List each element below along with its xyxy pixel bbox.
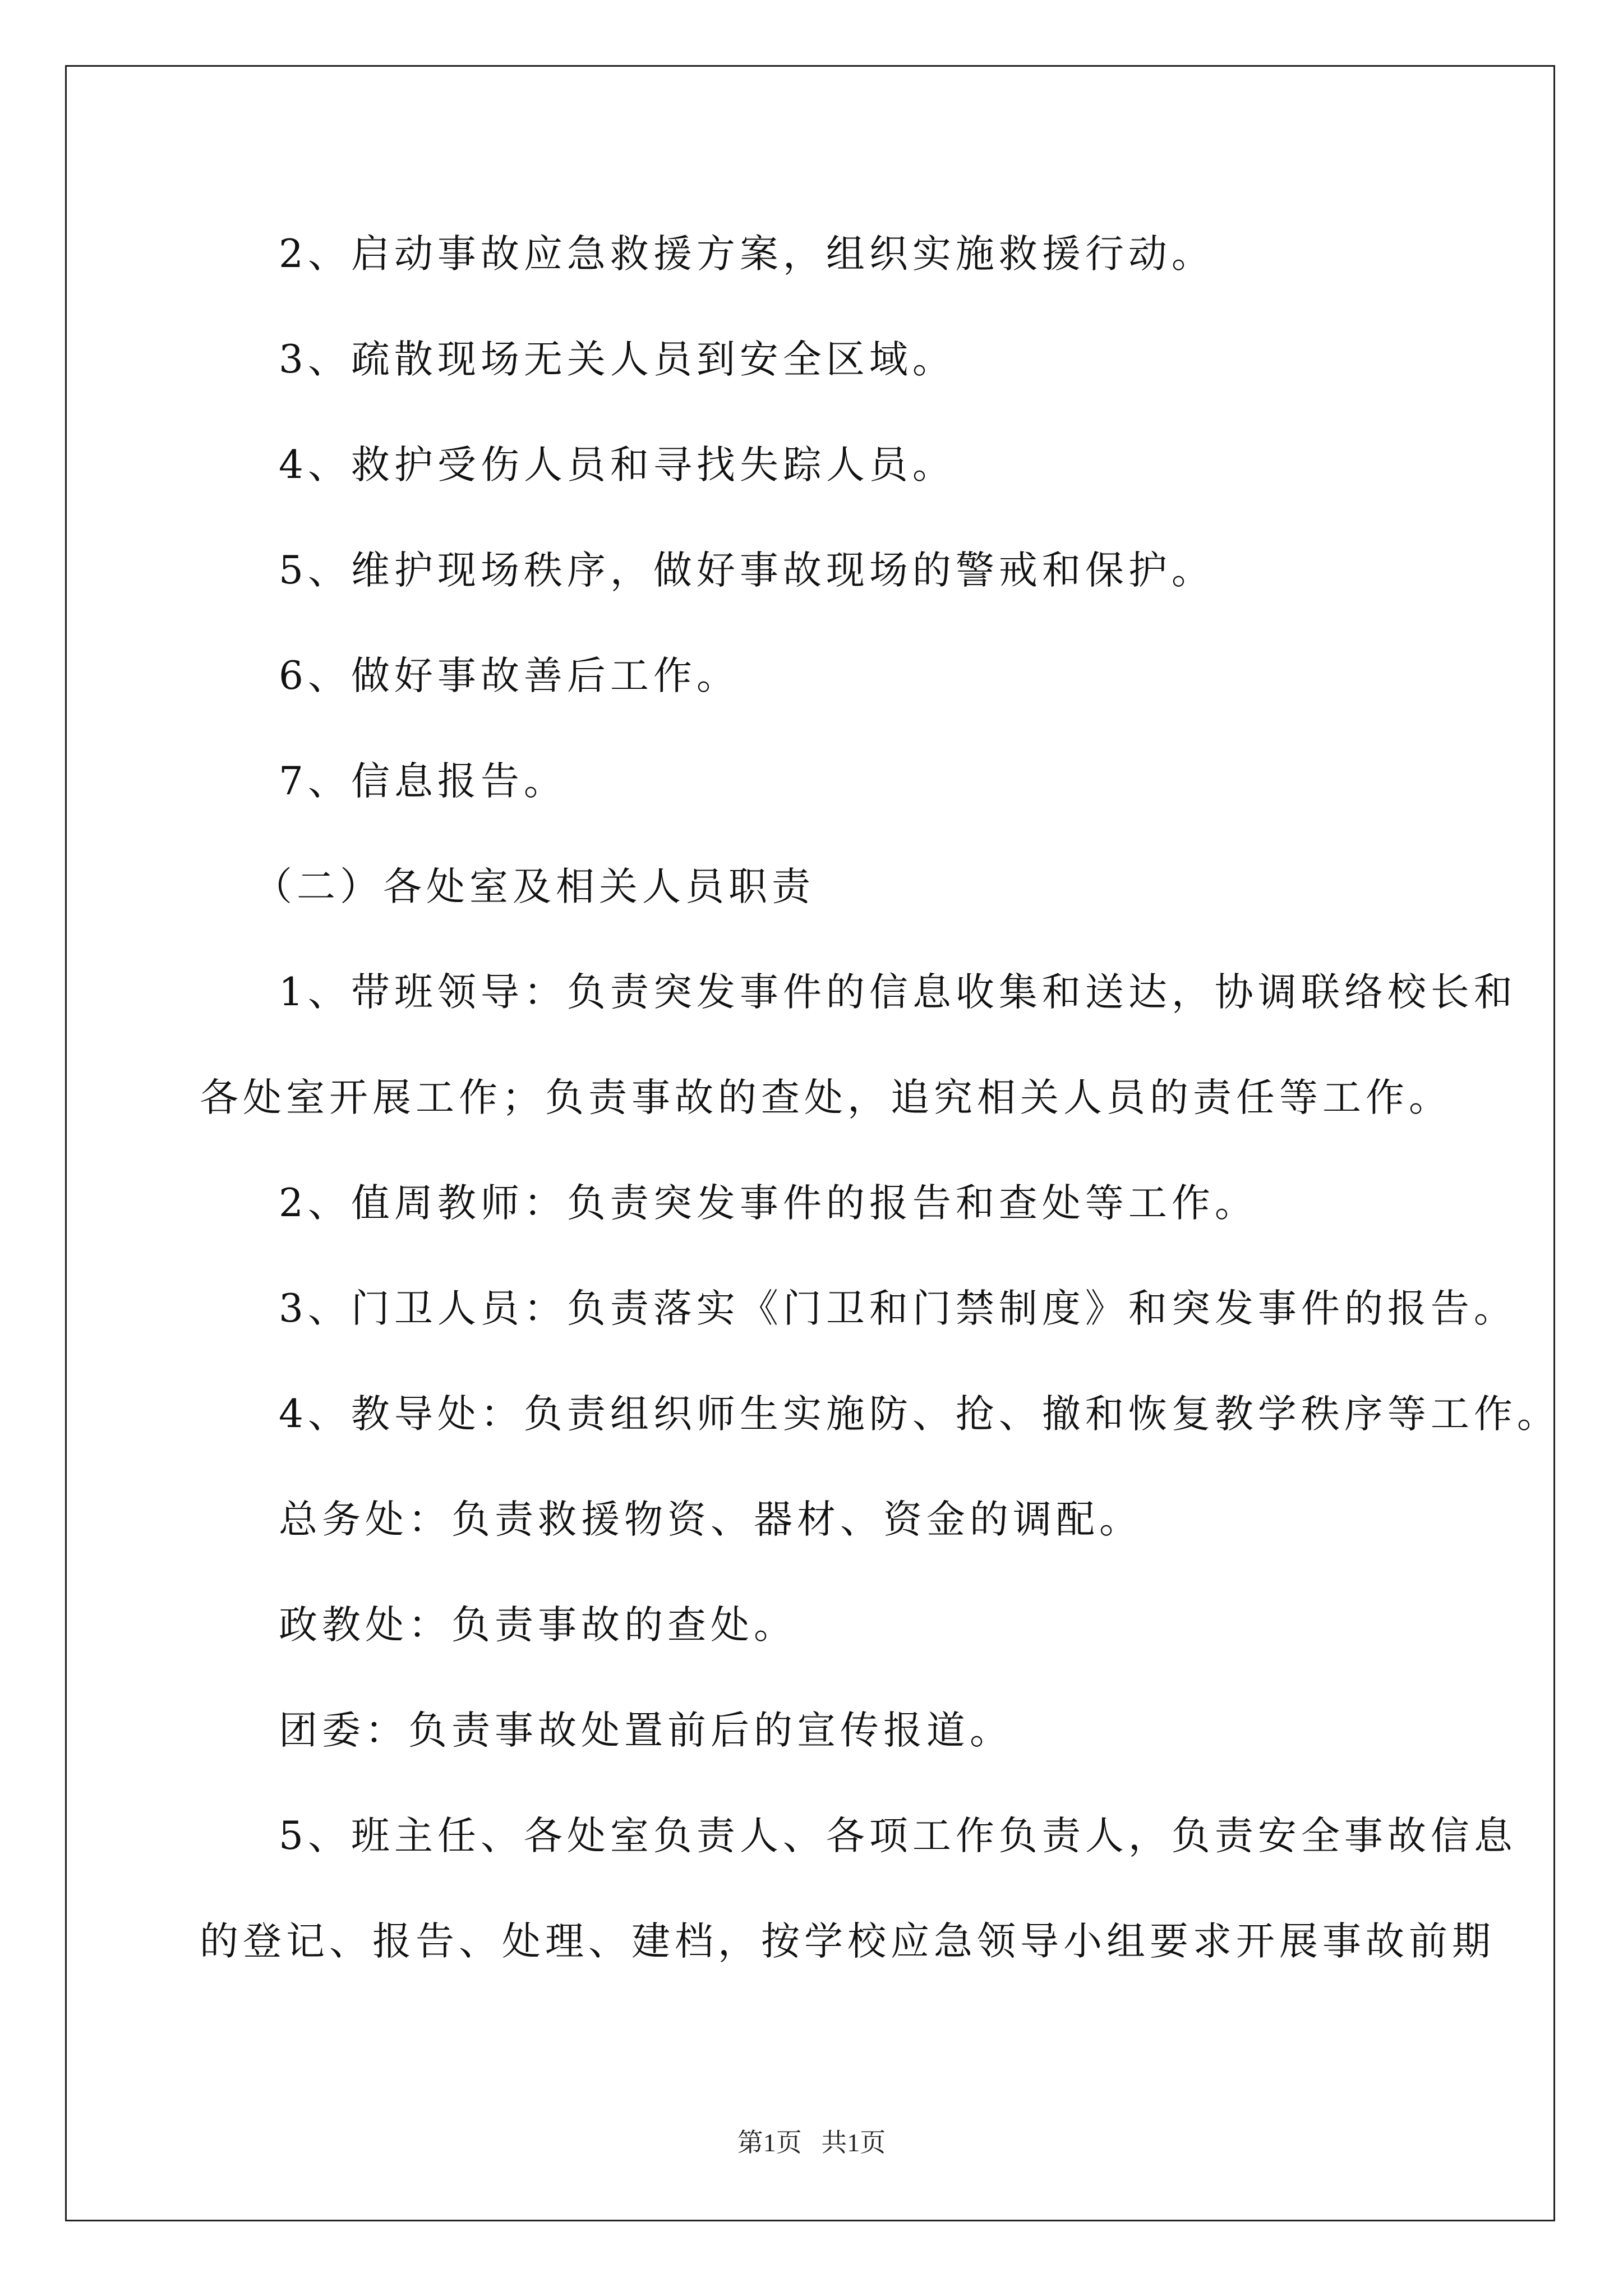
- list-item: 4、救护受伤人员和寻找失踪人员。: [279, 443, 956, 487]
- list-item: 2、值周教师：负责突发事件的报告和查处等工作。: [279, 1181, 1258, 1226]
- list-item: 总务处：负责救援物资、器材、资金的调配。: [279, 1497, 1142, 1542]
- list-item: 6、做好事故善后工作。: [279, 654, 740, 698]
- page-border: [65, 65, 1555, 2221]
- list-item: 政教处：负责事故的查处。: [279, 1603, 797, 1648]
- list-item-continuation: 的登记、报告、处理、建档，按学校应急领导小组要求开展事故前期: [200, 1919, 1495, 1964]
- list-item: 1、带班领导：负责突发事件的信息收集和送达，协调联络校长和: [279, 970, 1517, 1015]
- list-item: 5、班主任、各处室负责人、各项工作负责人，负责安全事故信息: [279, 1814, 1517, 1858]
- list-item: 3、疏散现场无关人员到安全区域。: [279, 337, 956, 382]
- page-footer: 第1页 共1页: [737, 2128, 886, 2157]
- list-item: 4、教导处：负责组织师生实施防、抢、撤和恢复教学秩序等工作。: [279, 1392, 1560, 1437]
- list-item: 5、维护现场秩序，做好事故现场的警戒和保护。: [279, 548, 1215, 593]
- list-item: 团委：负责事故处置前后的宣传报道。: [279, 1708, 1013, 1753]
- list-item: 3、门卫人员：负责落实《门卫和门禁制度》和突发事件的报告。: [279, 1286, 1517, 1331]
- section-heading: （二）各处室及相关人员职责: [253, 864, 815, 909]
- list-item-continuation: 各处室开展工作；负责事故的查处，追究相关人员的责任等工作。: [200, 1075, 1452, 1120]
- list-item: 7、信息报告。: [279, 759, 567, 804]
- list-item: 2、启动事故应急救援方案，组织实施救援行动。: [279, 232, 1215, 277]
